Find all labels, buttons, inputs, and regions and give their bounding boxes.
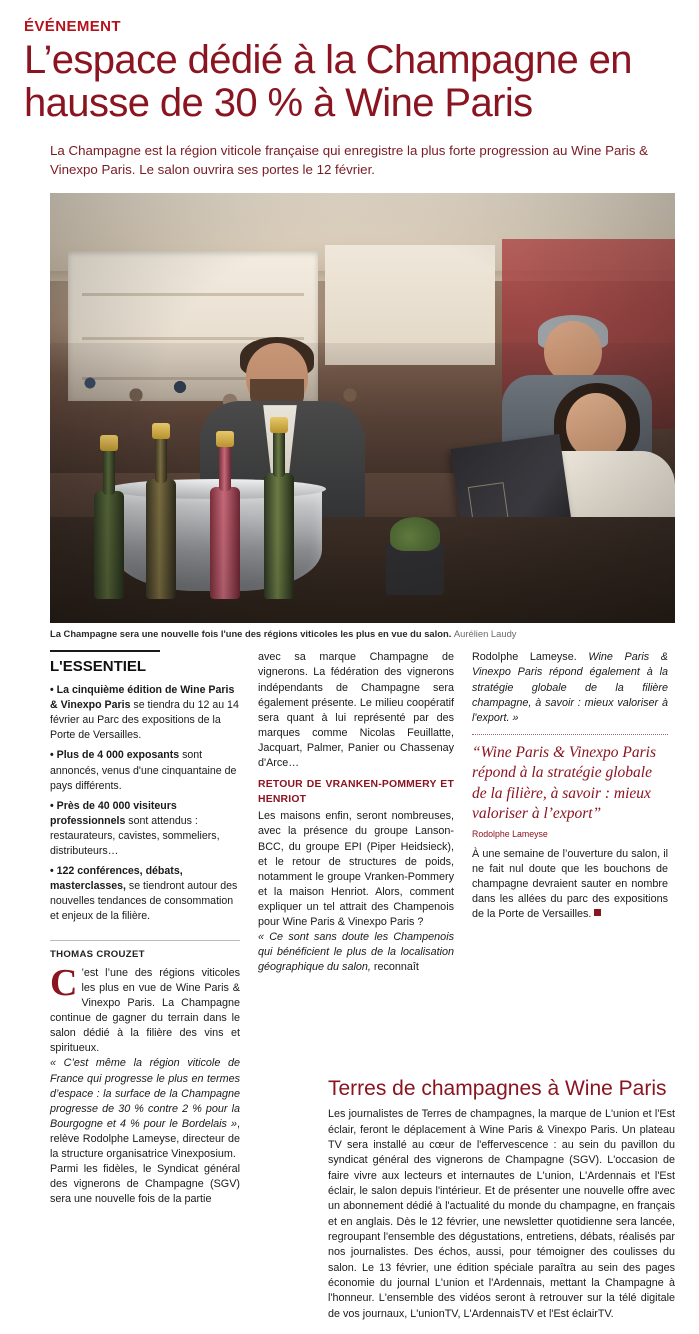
paragraph-text: , relève Rodolphe Lameyse, directeur de la structure organisatrice Vinexposium. — [50, 1117, 240, 1161]
paragraph — [50, 961, 240, 1057]
divider-dotted — [472, 734, 668, 735]
paragraph: avec sa marque Champagne de vignerons. La fédération des vignerons indépendants de Champagne sera également présente. Le milieu coopératif sera quant à lui représenté par des marques comme Nicolas Feuillatte, Jacquart, Palmer, Panier ou Chassenay d'Arce… — [258, 651, 454, 770]
column-1-body — [50, 961, 240, 1208]
column-3-body — [472, 650, 668, 726]
paragraph-quote: « Ce sont sans doute les Champenois qui bénéficient le plus de la localisation géographique du salon, — [258, 931, 454, 974]
page-title: L’espace dédié à la Champagne en hausse de 30 % à Wine Paris — [24, 38, 632, 125]
essentiel-bullets — [50, 683, 240, 923]
bullet-rest: sont annoncés, venus d'une cinquantaine de pays différents. — [50, 749, 237, 792]
article-byline: THOMAS CROUZET — [50, 940, 240, 960]
divider — [50, 650, 160, 652]
column-1 — [50, 650, 240, 1207]
paragraph: Parmi les fidèles, le Syndicat général des vignerons de Champagne (SGV) sera une nouvelle fois de la partie — [50, 1163, 240, 1206]
paragraph: Les maisons enfin, seront nombreuses, avec la présence du groupe Lanson-BCC, du groupe EPI (Piper Heidsieck), et le retour de structures de poids, notamment le groupe Vranken-Pommery et la maison Henriot. Alors, comment expliquer un tel attrait des Champenois pour Wine Paris & Vinexpo Paris ? — [258, 810, 454, 929]
paragraph — [50, 1056, 240, 1162]
pull-quote: “Wine Paris & Vinexpo Paris répond à la stratégie globale de la filière, à savoir : mieux valoriser à l’export” — [472, 743, 656, 823]
paragraph — [258, 930, 454, 975]
secondary-article-body — [328, 1107, 675, 1322]
list-item — [50, 864, 240, 924]
essentiel-title: L'ESSENTIEL — [50, 658, 147, 676]
bullet-lead: • 122 conférences, débats, masterclasses, — [50, 864, 183, 892]
bullet-rest: sont attendus : restaurateurs, cavistes, sommeliers, distributeurs… — [50, 814, 220, 857]
list-item — [50, 683, 240, 743]
paragraph — [472, 650, 668, 726]
column-3-body-end — [472, 847, 668, 923]
paragraph-text: reconnaît — [370, 961, 419, 974]
article-photo — [50, 193, 675, 623]
bullet-rest: se tiendront autour des nouvelles tendances de consommation et enjeux de la filière. — [50, 879, 238, 922]
bullet-lead: • Près de 40 000 visiteurs professionnels — [50, 799, 177, 827]
bullet-lead: • La cinquième édition de Wine Paris & Vinexpo Paris — [50, 684, 235, 712]
photo-caption — [50, 628, 675, 640]
drop-cap: C — [50, 961, 78, 1004]
paragraph-text: ’est l’une des régions viticoles les plus en vue de Wine Paris & Vinexpo Paris. La Champagne continue de gagner du terrain dans le salon dédié à la filière des vins et spiritueux. — [50, 966, 240, 1055]
paragraph-quote: « C’est même la région viticole de France qui progresse le plus en termes d’espace : la surface de la Champagne progresse de 30 % contre 2 % pour la Bourgogne et 4 % pour le Bordelais » — [50, 1057, 240, 1130]
article-standfirst: La Champagne est la région viticole française qui enregistre la plus forte progression au Wine Paris & Vinexpo Paris. Le salon ouvrira ses portes le 12 février. — [50, 142, 648, 177]
secondary-article-title: Terres de champagnes à Wine Paris — [328, 1077, 667, 1101]
section-subhead: RETOUR DE VRANKEN-POMMERY ET HENRIOT — [258, 779, 454, 805]
list-item — [50, 748, 240, 793]
end-mark — [594, 909, 601, 916]
bullet-lead: • Plus de 4 000 exposants — [50, 749, 180, 762]
pull-quote-attribution: Rodolphe Lameyse — [472, 828, 548, 839]
paragraph-text: Rodolphe Lameyse. — [472, 651, 589, 664]
photo-vignette — [50, 193, 675, 623]
paragraph — [472, 847, 668, 923]
paragraph: Les journalistes de Terres de champagnes, la marque de L'union et l'Est éclair, feront le déplacement à Wine Paris & Vinexpo Paris. Un plateau TV sera installé au cœur de l'effervescence : au sein du pavillon du syndicat général des vignerons de Champagne (SGV). L'occasion de faire vivre aux lecteurs et internautes de L'union, L'Ardennais et l'Est éclair, le salon depuis l'intérieur. Et de présenter une nouvelle offre avec un abonnement dédié à l'actualité du monde du champagne, en français et en anglais. Dès le 12 février, une newsletter quotidienne sera lancée, regroupant l'ensemble des dégustations, entretiens, débats, réalisés par nos journalistes. Des échos, aussi, pour témoigner des coulisses du salon. Le 13 février, une édition spéciale paraîtra au sein des pages économie du journal L'union et l'Ardennais, mettant la Champagne à l'honneur. L'ensemble des vidéos seront à retrouver sur la télé digitale de vos journaux, L'unionTV, L'ArdennaisTV et l'Est éclairTV. — [328, 1108, 675, 1320]
paragraph-quote: Wine Paris & Vinexpo Paris répond également à la stratégie globale de la filière champagne, à savoir : mieux valoriser à l'export. » — [472, 651, 668, 724]
bullet-rest: se tiendra du 12 au 14 février au Parc des expositions de la Porte de Versailles. — [50, 699, 239, 742]
photo-caption-text: La Champagne sera une nouvelle fois l'une des régions viticoles les plus en vue du salon. — [50, 628, 452, 640]
column-2-body — [258, 650, 454, 975]
article-photo-wrap — [50, 193, 675, 640]
paragraph-text: À une semaine de l’ouverture du salon, il ne fait nul doute que les bouchons de champagne devraient sauter en nombre dans les allées du parc des expositions de la Porte de Versailles. — [472, 847, 668, 921]
secondary-article — [328, 1077, 675, 1322]
photo-credit: Aurélien Laudy — [453, 628, 517, 640]
list-item — [50, 799, 240, 859]
article-kicker: ÉVÉNEMENT — [24, 18, 121, 35]
